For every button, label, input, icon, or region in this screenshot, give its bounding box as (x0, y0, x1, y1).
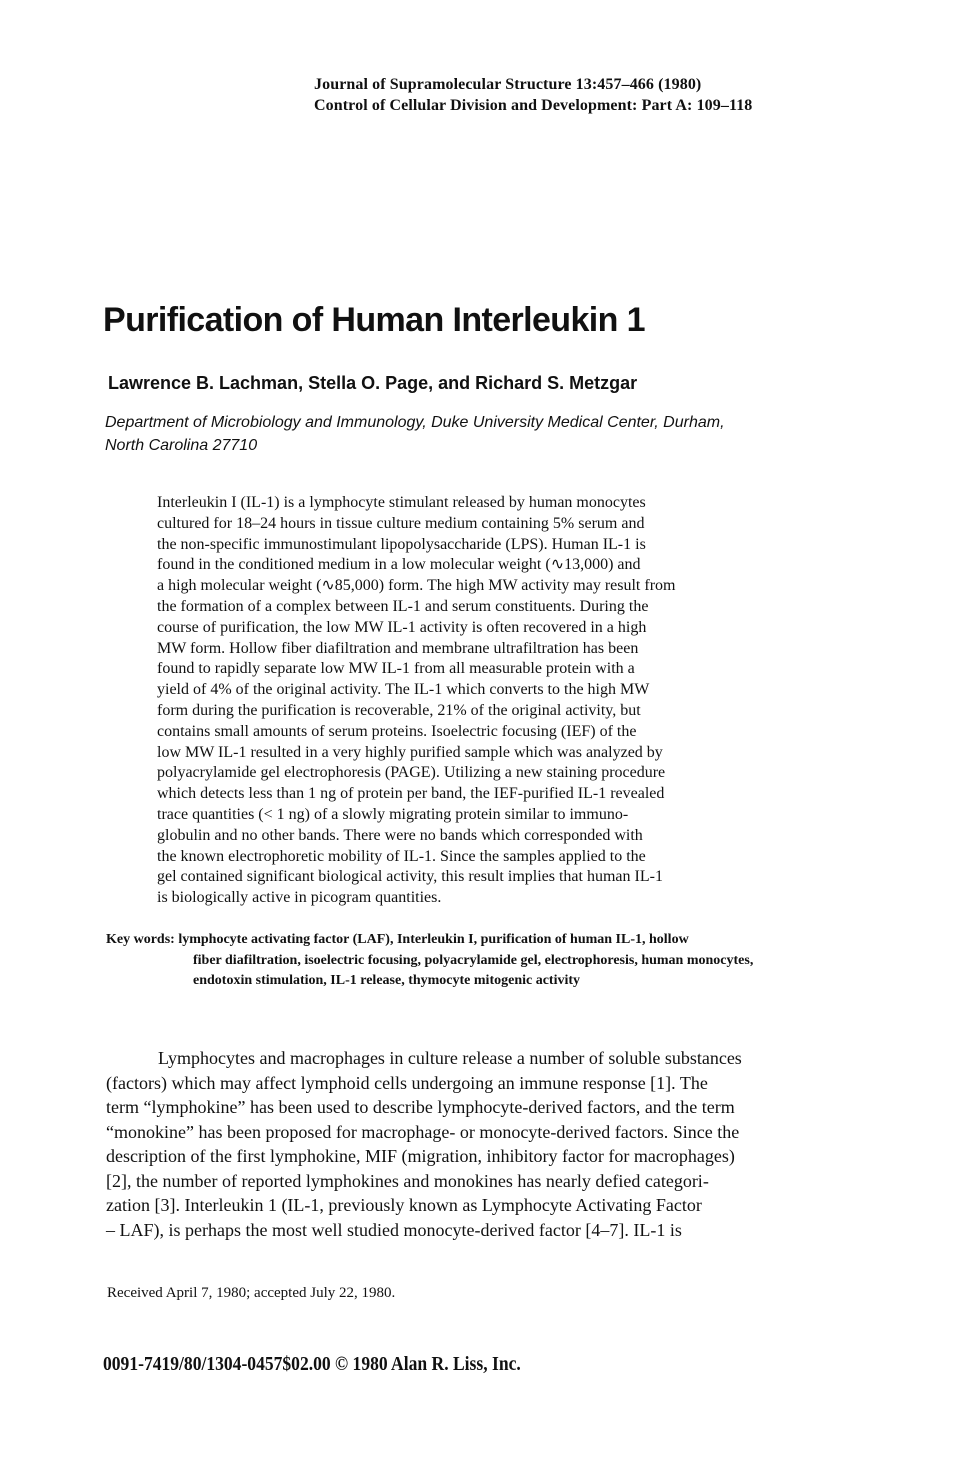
body-line: description of the first lymphokine, MIF (migration, inhibitory factor for macrophages) (106, 1146, 735, 1166)
abstract-line: gel contained significant biological activity, this result implies that human IL-1 (157, 868, 663, 886)
keywords-line: lymphocyte activating factor (LAF), Interleukin I, purification of human IL-1, hollow (178, 932, 689, 947)
abstract-line: Interleukin I (IL-1) is a lymphocyte stimulant released by human monocytes (157, 494, 646, 511)
abstract-line: yield of 4% of the original activity. The IL-1 which converts to the high MW (157, 681, 650, 699)
keywords-label: Key words: (106, 932, 175, 947)
body-line: “monokine” has been proposed for macrophage- or monocyte-derived factors. Since the (106, 1121, 740, 1142)
introduction-paragraph (106, 1046, 866, 1242)
abstract-line: MW form. Hollow fiber diafiltration and membrane ultrafiltration has been (157, 639, 639, 657)
copyright-line: 0091-7419/80/1304-0457$02.00 © 1980 Alan R. Liss, Inc. (103, 1354, 521, 1375)
body-line: (factors) which may affect lymphoid cells undergoing an immune response [1]. The (106, 1072, 708, 1093)
abstract-line: course of purification, the low MW IL-1 activity is often recovered in a high (157, 618, 647, 636)
keywords-line: fiber diafiltration, isoelectric focusing, polyacrylamide gel, electrophoresis, human monocytes, (193, 952, 754, 968)
body-line: term “lymphokine” has been used to describe lymphocyte-derived factors, and the term (106, 1097, 735, 1117)
abstract-line: the non-specific immunostimulant lipopolysaccharide (LPS). Human IL-1 is (157, 535, 646, 553)
author-list: Lawrence B. Lachman, Stella O. Page, and Richard S. Metzgar (108, 373, 638, 393)
abstract-line: the known electrophoretic mobility of IL-1. Since the samples applied to the (157, 847, 646, 865)
abstract-line: cultured for 18–24 hours in tissue culture medium containing 5% serum and (157, 514, 645, 532)
journal-citation: Journal of Supramolecular Structure 13:457–466 (1980) (314, 76, 702, 93)
journal-series: Control of Cellular Division and Development: Part A: 109–118 (314, 97, 753, 114)
body-line: Lymphocytes and macrophages in culture release a number of soluble substances (158, 1048, 742, 1068)
abstract-line: found in the conditioned medium in a low molecular weight (∿13,000) and (157, 556, 641, 574)
abstract-line: low MW IL-1 resulted in a very highly purified sample which was analyzed by (157, 743, 663, 761)
abstract-line: found to rapidly separate low MW IL-1 from all measurable protein with a (157, 660, 635, 678)
keywords-line: endotoxin stimulation, IL-1 release, thymocyte mitogenic activity (193, 973, 581, 988)
abstract-line: a high molecular weight (∿85,000) form. The high MW activity may result from (157, 577, 676, 595)
affiliation-line: Department of Microbiology and Immunology, Duke University Medical Center, Durham, (105, 414, 725, 431)
abstract-line: trace quantities (< 1 ng) of a slowly migrating protein similar to immuno- (157, 805, 629, 823)
affiliation-line: North Carolina 27710 (105, 437, 258, 454)
body-line: – LAF), is perhaps the most well studied monocyte-derived factor [4–7]. IL-1 is (106, 1219, 682, 1240)
abstract-line: globulin and no other bands. There were no bands which corresponded with (157, 826, 643, 844)
abstract-line: contains small amounts of serum proteins. Isoelectric focusing (IEF) of the (157, 722, 637, 740)
abstract-line: the formation of a complex between IL-1 and serum constituents. During the (157, 597, 649, 615)
received-date: Received April 7, 1980; accepted July 22, 1980. (107, 1285, 396, 1301)
article-title: Purification of Human Interleukin 1 (103, 301, 645, 339)
abstract-line: is biologically active in picogram quantities. (157, 889, 442, 907)
body-line: [2], the number of reported lymphokines and monokines has nearly defied categori- (106, 1170, 709, 1191)
abstract-line: form during the purification is recoverable, 21% of the original activity, but (157, 701, 641, 719)
affiliation (105, 411, 895, 457)
body-line: zation [3]. Interleukin 1 (IL-1, previously known as Lymphocyte Activating Factor (106, 1195, 702, 1215)
abstract-line: polyacrylamide gel electrophoresis (PAGE). Utilizing a new staining procedure (157, 764, 666, 782)
keywords (106, 930, 906, 992)
journal-header (314, 74, 934, 116)
abstract-line: which detects less than 1 ng of protein per band, the IEF-purified IL-1 revealed (157, 785, 665, 803)
abstract (157, 493, 837, 909)
